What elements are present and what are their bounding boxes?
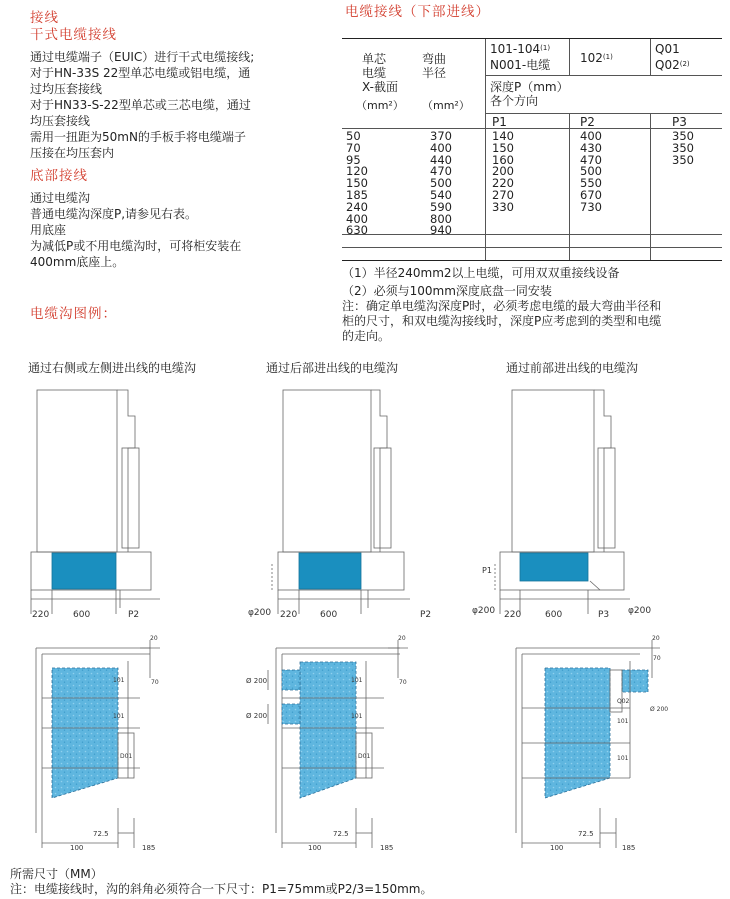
plan-side <box>36 640 160 848</box>
table-cell-r: 370 <box>430 129 452 143</box>
footnote-mark: (1) <box>602 53 613 61</box>
table-cell-x: 240 <box>346 199 368 214</box>
note-line: 柜的尺寸，和双电缆沟接线时，深度P应考虑到的类型和电缆 <box>342 314 662 328</box>
section-title-connection: 接线 <box>30 10 59 26</box>
dim-p2: P2 <box>128 610 140 620</box>
cable-box <box>610 670 622 712</box>
table-cell-r: 940 <box>430 223 452 238</box>
group-n001: N001-电缆 <box>490 58 551 72</box>
dim-dia200: Ø 200 <box>650 706 669 713</box>
header-bend: 弯曲 <box>422 52 447 66</box>
cabinet-panel <box>598 448 615 548</box>
cabinet-panel <box>122 448 139 548</box>
dim-70: 70 <box>151 679 159 686</box>
dim-220: 220 <box>280 610 298 620</box>
table-cell-r: 590 <box>430 199 452 214</box>
dim-20: 20 <box>652 635 660 642</box>
dim-220: 220 <box>32 610 50 620</box>
cabinet-right-edge <box>117 390 135 552</box>
table-cell-p2: 400 <box>580 129 602 143</box>
dim-600: 600 <box>320 610 338 620</box>
dim-20: 20 <box>398 635 406 642</box>
table-cell-p3: 350 <box>672 152 694 167</box>
header-cable: 电缆 <box>362 66 387 80</box>
group-q02 <box>655 58 690 72</box>
bottom-connection-text <box>30 190 241 270</box>
trench-fill <box>299 553 361 589</box>
table-cell-p2: 550 <box>580 176 602 191</box>
note-line: （2）必须与100mm深度底盘一同安装 <box>342 284 552 298</box>
section-title-trench-examples: 电缆沟图例： <box>30 306 117 322</box>
text-line: 压接在均压套内 <box>30 146 115 160</box>
table-cell-r: 500 <box>430 176 452 191</box>
text-line: 过均压套接线 <box>30 82 103 96</box>
cable-hole <box>622 670 648 692</box>
footnote-mark: (2) <box>679 60 690 68</box>
dim-20: 20 <box>150 635 158 642</box>
dim-101: 101 <box>351 677 363 684</box>
table-cell-x: 630 <box>346 223 368 238</box>
dim-100: 100 <box>70 844 84 852</box>
header-radius: 半径 <box>422 66 447 80</box>
note-line: 的走向。 <box>342 329 391 343</box>
text-line: 用底座 <box>30 223 67 237</box>
table-cell-p1: 270 <box>492 188 514 202</box>
table-cell-r: 470 <box>430 164 452 179</box>
table-cell-p1: 140 <box>492 129 514 143</box>
text-line: 通过电缆端子（EUIC）进行干式电缆接线; <box>30 50 255 64</box>
dim-220: 220 <box>504 610 522 620</box>
cabinet-outline <box>283 390 371 552</box>
trench-fill <box>52 553 116 589</box>
text-line: 普通电缆沟深度P,请参见右表。 <box>30 207 198 221</box>
group-101-104 <box>490 42 550 56</box>
dim-p2: P2 <box>420 610 432 620</box>
dim-72-5: 72.5 <box>333 830 349 838</box>
trench-plan <box>545 668 610 798</box>
table-cell-r: 440 <box>430 152 452 167</box>
dim-phi200: φ200 <box>628 606 652 616</box>
group-label: Q02 <box>655 58 680 72</box>
elevation-rear <box>272 390 410 614</box>
dim-185: 185 <box>380 844 394 852</box>
cable-hole <box>282 704 300 724</box>
table-cell-p2: 470 <box>580 152 602 167</box>
table-cell-p1: 330 <box>492 199 514 214</box>
plan-rear <box>268 640 408 848</box>
dim-dia200: Ø 200 <box>246 677 268 685</box>
table-cell-p1: 150 <box>492 140 514 155</box>
table-cell-p2: 730 <box>580 199 602 214</box>
subheader-p3: P3 <box>672 115 687 129</box>
dim-101: 101 <box>113 677 125 684</box>
label-d01: D01 <box>358 753 371 760</box>
note-line: （1）半径240mm2以上电缆，可用双双重接线设备 <box>342 266 620 280</box>
trench-plan <box>300 662 356 798</box>
text-line: 对于HN33-S-22型单芯或三芯电缆，通过 <box>30 98 251 112</box>
table-cell-x: 95 <box>346 152 361 167</box>
dim-72-5: 72.5 <box>93 830 109 838</box>
dim-101: 101 <box>617 718 629 725</box>
table-cell-r: 400 <box>430 140 452 155</box>
dim-100: 100 <box>308 844 322 852</box>
dim-phi200: φ200 <box>472 606 496 616</box>
footnote-mark: (1) <box>540 44 551 52</box>
cable-depth-table <box>342 38 722 261</box>
trench-fill <box>520 553 588 581</box>
table-cell-x: 400 <box>346 211 368 226</box>
dim-dia200: Ø 200 <box>246 712 268 720</box>
trench-diagrams <box>0 378 730 858</box>
text-line: 需用一扭距为50mN的手板手将电缆端子 <box>30 130 246 144</box>
table-cell-p2: 500 <box>580 164 602 179</box>
dim-p1: P1 <box>482 566 492 575</box>
caption-rear-trench: 通过后部进出线的电缆沟 <box>266 361 399 375</box>
note-line: 注：确定单电缆沟深度P时，必须考虑电缆的最大弯曲半径和 <box>342 299 662 313</box>
cable-hole <box>282 670 300 690</box>
trench-plan <box>52 668 118 798</box>
header-radius-unit: （mm²） <box>422 99 470 112</box>
table-cell-p1: 220 <box>492 176 514 191</box>
table-cell-x: 70 <box>346 140 361 155</box>
dim-600: 600 <box>73 610 91 620</box>
plan-front <box>516 640 660 848</box>
label-q02: Q02 <box>617 698 630 705</box>
footer-units: 所需尺寸（MM） <box>10 867 103 881</box>
dim-600: 600 <box>545 610 563 620</box>
table-cell-r: 800 <box>430 211 452 226</box>
group-label: 101-104 <box>490 42 541 56</box>
dim-70: 70 <box>399 679 407 686</box>
table-notes <box>342 266 661 344</box>
table-title: 电缆接线（下部进线） <box>345 4 490 20</box>
group-q01: Q01 <box>655 42 680 56</box>
elevation-side <box>31 390 160 614</box>
text-line: 均压套接线 <box>30 114 91 128</box>
header-core: 单芯 <box>362 52 387 66</box>
table-cell-x: 50 <box>346 129 361 143</box>
table-cell-p2: 670 <box>580 188 602 202</box>
table-cell-r: 540 <box>430 188 452 202</box>
subheader-p1: P1 <box>492 115 507 129</box>
group-label: 102 <box>580 51 603 65</box>
cabinet-right-edge <box>594 390 611 552</box>
dim-101: 101 <box>617 755 629 762</box>
direction-label: 各个方向 <box>490 94 539 108</box>
dim-185: 185 <box>142 844 156 852</box>
dim-101: 101 <box>113 713 125 720</box>
header-section: X-截面 <box>362 80 398 94</box>
cabinet-outline <box>512 390 594 552</box>
elevation-front <box>495 390 630 614</box>
cabinet-panel <box>374 448 391 548</box>
dim-phi200: φ200 <box>248 608 272 618</box>
label-d01: D01 <box>120 753 133 760</box>
table-cell-p3: 350 <box>672 140 694 155</box>
dim-p3: P3 <box>598 610 610 620</box>
dim-70: 70 <box>653 655 661 662</box>
depth-label: 深度P（mm） <box>490 80 569 94</box>
subheader-p2: P2 <box>580 115 595 129</box>
caption-side-trench: 通过右侧或左侧进出线的电缆沟 <box>28 361 197 375</box>
text-line: 对于HN-33S 22型单芯电缆或铝电缆，通 <box>30 66 251 80</box>
section-subtitle-dry-cable: 干式电缆接线 <box>30 27 117 43</box>
table-cell-p3: 350 <box>672 129 694 143</box>
dim-100: 100 <box>550 844 564 852</box>
caption-front-trench: 通过前部进出线的电缆沟 <box>506 361 639 375</box>
dry-cable-text <box>30 49 254 161</box>
table-cell-p2: 430 <box>580 140 602 155</box>
group-102 <box>580 51 613 65</box>
dim-72-5: 72.5 <box>578 830 594 838</box>
table-cell-p1: 160 <box>492 152 514 167</box>
text-line: 为减低P或不用电缆沟时，可将柜安装在 <box>30 239 242 253</box>
cabinet-outline <box>37 390 117 552</box>
table-cell-x: 120 <box>346 164 368 179</box>
dim-101: 101 <box>351 713 363 720</box>
dim-185: 185 <box>622 844 636 852</box>
header-unit: （mm²） <box>356 99 404 112</box>
table-cell-p1: 200 <box>492 164 514 179</box>
section-title-bottom: 底部接线 <box>30 168 88 184</box>
table-cell-x: 150 <box>346 176 368 191</box>
text-line: 通过电缆沟 <box>30 191 91 205</box>
cabinet-right-edge <box>371 390 387 552</box>
text-line: 400mm底座上。 <box>30 255 125 269</box>
table-cell-x: 185 <box>346 188 368 202</box>
footer-note: 注：电缆接线时，沟的斜角必须符合一下尺寸：P1=75mm或P2/3=150mm。 <box>10 882 433 896</box>
